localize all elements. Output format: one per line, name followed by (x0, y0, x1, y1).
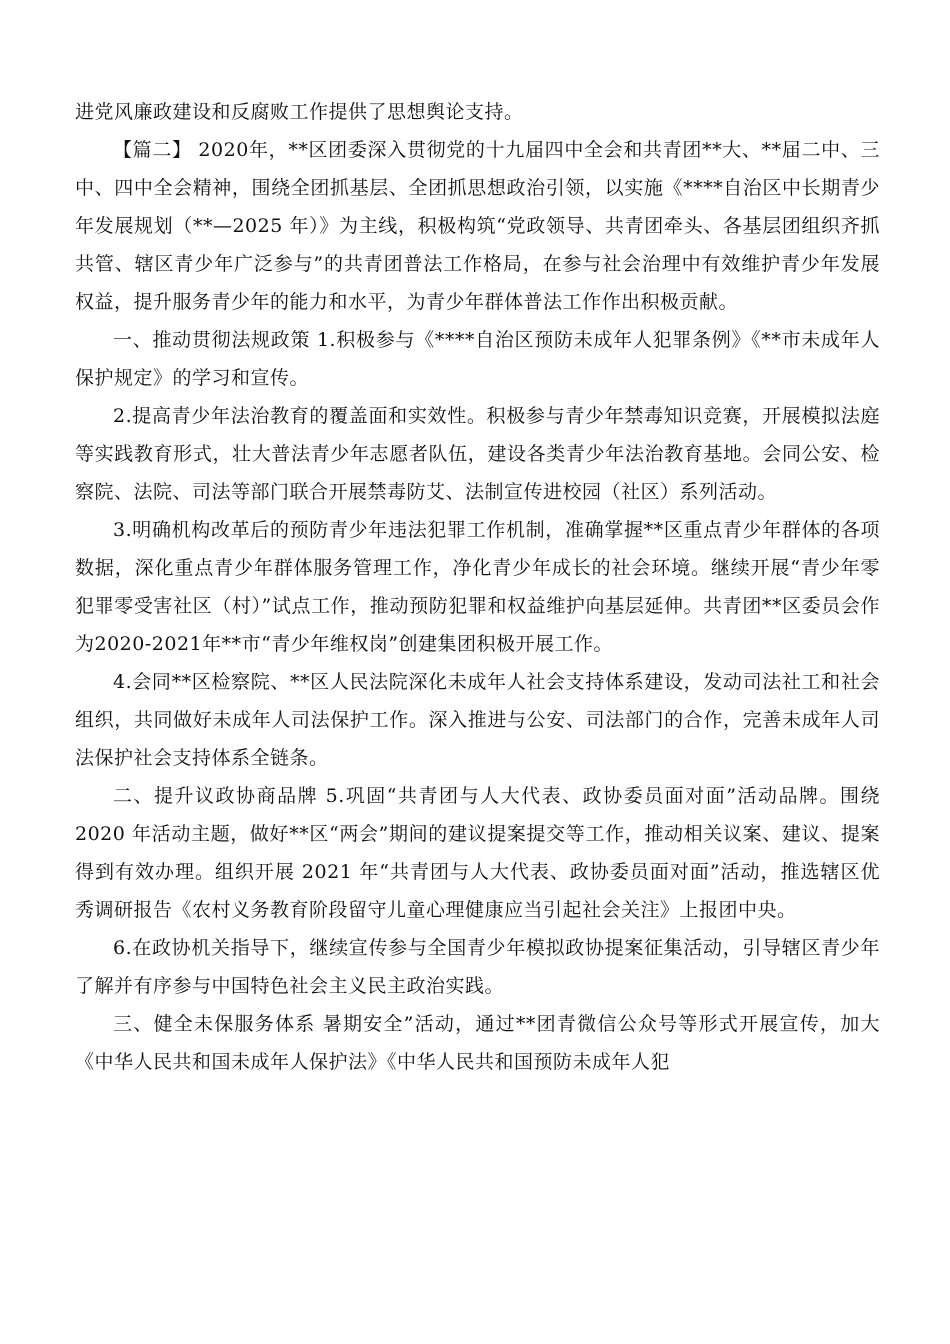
paragraph-4: 2.提高青少年法治教育的覆盖面和实效性。积极参与青少年禁毒知识竞赛，开展模拟法庭等实践教育形式，壮大普法青少年志愿者队伍，建设各类青少年法治教育基地。会同公安、检察院、法院、司法等部门联合开展禁毒防艾、法制宣传进校园（社区）系列活动。 (75, 405, 880, 503)
paragraph-6: 4.会同**区检察院、**区人民法院深化未成年人社会支持体系建设，发动司法社工和社会组织，共同做好未成年人司法保护工作。深入推进与公安、司法部门的合作，完善未成年人司法保护社会支持体系全链条。 (75, 671, 880, 769)
document-page (75, 93, 880, 1081)
paragraph-8: 6.在政协机关指导下，继续宣传参与全国青少年模拟政协提案征集活动，引导辖区青少年了解并有序参与中国特色社会主义民主政治实践。 (75, 937, 880, 997)
paragraph-9: 三、健全未保服务体系 暑期安全”活动，通过**团青微信公众号等形式开展宣传，加大《中华人民共和国未成年人保护法》《中华人民共和国预防未成年人犯 (75, 1013, 880, 1073)
paragraph-1: 进党风廉政建设和反腐败工作提供了思想舆论支持。 (75, 101, 524, 123)
paragraph-7: 二、提升议政协商品牌 5.巩固“共青团与人大代表、政协委员面对面”活动品牌。围绕 2020 年活动主题，做好**区“两会”期间的建议提案提交等工作，推动相关议案、建议、提案得到有效办理。组织开展 2021 年“共青团与人大代表、政协委员面对面”活动，推选辖区优秀调研报告《农村义务教育阶段留守儿童心理健康应当引起社会关注》上报团中央。 (75, 785, 880, 921)
paragraph-5: 3.明确机构改革后的预防青少年违法犯罪工作机制，准确掌握**区重点青少年群体的各项数据，深化重点青少年群体服务管理工作，净化青少年成长的社会环境。继续开展“青少年零犯罪零受害社区（村）”试点工作，推动预防犯罪和权益维护向基层延伸。共青团**区委员会作为2020-2021年**市“青少年维权岗”创建集团积极开展工作。 (75, 519, 880, 655)
paragraph-2: 【篇二】 2020年，**区团委深入贯彻党的十九届四中全会和共青团**大、**届二中、三中、四中全会精神，围绕全团抓基层、全团抓思想政治引领，以实施《****自治区中长期青少年发展规划（**—2025 年）》为主线，积极构筑“党政领导、共青团牵头、各基层团组织齐抓共管、辖区青少年广泛参与”的共青团普法工作格局，在参与社会治理中有效维护青少年发展权益，提升服务青少年的能力和水平，为青少年群体普法工作作出积极贡献。 (75, 139, 880, 313)
paragraph-3: 一、推动贯彻法规政策 1.积极参与《****自治区预防未成年人犯罪条例》《**市未成年人保护规定》的学习和宣传。 (75, 329, 880, 389)
